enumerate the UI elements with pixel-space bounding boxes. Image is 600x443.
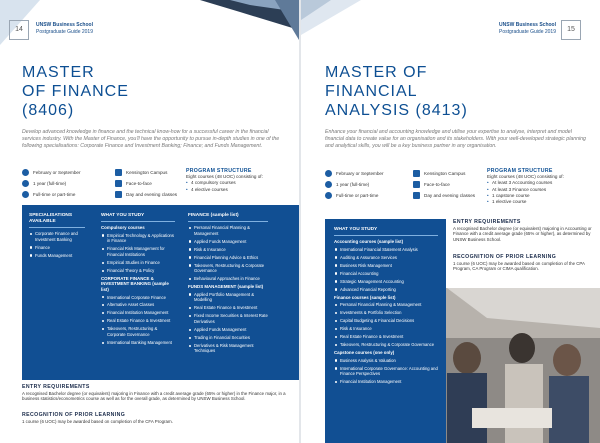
funds-heading: FUNDS MANAGEMENT (sample list): [188, 284, 264, 290]
list-item: Personal Financial Planning & Management: [188, 225, 268, 236]
meta-value: Kensington Campus: [424, 171, 466, 176]
list-item: Business Analysis & Valuation: [334, 358, 438, 364]
list-item: Financial Risk Management for Financial Institutions: [101, 246, 175, 257]
clock-icon: [22, 191, 29, 198]
list-item: Fixed Income Securities & Interest Rate Derivatives: [188, 313, 268, 324]
structure-item: • At least 3 Accounting courses: [487, 180, 592, 186]
intro-paragraph: Enhance your financial and accounting knowledge and utilise your expertise to analyse, interpret and model financial data to create value for an organisation and its stakeholders. With your well-developed strategic planning and analytical skills, you will be a key business partner in any organisation.: [325, 129, 586, 150]
page-title: [22, 63, 129, 120]
school-header: [36, 22, 93, 36]
accounting-heading: Accounting courses (sample list): [334, 239, 404, 244]
meta-value: 1 year (full-time): [336, 182, 370, 187]
list-item: Financial Institution Management: [334, 379, 438, 385]
list-item: Risk & Insurance: [334, 326, 438, 332]
intro-paragraph: Develop advanced knowledge in finance and the technical know-how for a successful career in the financial services industry. With the Master of Finance, you'll have the opportunity to pursue in-depth studies in one of the following specialisations: Corporate Finance and Investment Banking; Finance; and Funds Management.: [22, 129, 280, 150]
structure-item: • 1 elective course: [487, 199, 592, 205]
structure-item: • 4 elective courses: [186, 187, 291, 193]
specialisations-column: [29, 213, 85, 261]
list-item: Financial Accounting: [334, 271, 438, 277]
clock-icon: [325, 181, 332, 188]
list-item: Trading in Financial Securities: [188, 335, 268, 341]
meta-value: 1 year (full-time): [33, 181, 67, 186]
study-heading: WHAT YOU STUDY: [334, 227, 438, 236]
program-meta: [325, 168, 495, 201]
list-item: Business Risk Management: [334, 263, 438, 269]
school-name: UNSW Business School: [499, 22, 556, 28]
structure-lead: Eight courses (48 UOC) consisting of:: [186, 174, 263, 180]
meta-value: Kensington Campus: [126, 170, 168, 175]
list-item: Applied Funds Management: [188, 239, 268, 245]
meta-value: February or September: [336, 171, 384, 176]
page-title: [325, 63, 468, 120]
page-number: 14: [9, 20, 29, 40]
finance-heading: FINANCE (sample list): [188, 213, 268, 222]
title-line: (8406): [22, 102, 75, 119]
list-item: International Banking Management: [101, 340, 175, 346]
meta-value: Full-time or part-time: [336, 193, 379, 198]
structure-item: • 1 capstone course: [487, 193, 592, 199]
structure-heading: PROGRAM STRUCTURE: [487, 168, 553, 174]
courses-panel: [325, 219, 446, 443]
entry-heading: ENTRY REQUIREMENTS: [453, 219, 521, 225]
list-item: Finance: [29, 245, 85, 251]
clock-icon: [22, 180, 29, 187]
entry-requirements: [22, 384, 292, 402]
right-page: [301, 0, 600, 443]
list-item: International Corporate Finance: [101, 295, 175, 301]
meta-value: February or September: [33, 170, 81, 175]
list-item: Real Estate Finance & Investment: [101, 318, 175, 324]
list-item: Derivatives & Risk Management Techniques: [188, 343, 268, 354]
sun-icon: [413, 192, 420, 199]
list-item: Real Estate Finance & Investment: [188, 305, 268, 311]
list-item: Real Estate Finance & Investment: [334, 334, 438, 340]
students-photo: [427, 288, 600, 443]
list-item: International Financial Statement Analysis: [334, 247, 438, 253]
list-item: Alternative Asset Classes: [101, 302, 175, 308]
title-line: OF FINANCE: [22, 83, 129, 100]
rpl-text: 1 course (6 UOC) may be awarded based on completion of the CPA Program, CA Program or CIMA qualification.: [453, 260, 585, 272]
finance-heading: Finance courses (sample list): [334, 294, 396, 300]
list-item: Auditing & Assurance Services: [334, 255, 438, 261]
left-page: [0, 0, 299, 443]
list-item: Takeovers, Restructuring & Corporate Governance: [188, 263, 268, 274]
list-item: International Corporate Governance: Accounting and Finance Perspectives: [334, 366, 438, 377]
guide-name: Postgraduate Guide 2019: [499, 29, 556, 35]
meta-value: Day and evening classes: [424, 193, 476, 198]
rpl-heading: RECOGNITION OF PRIOR LEARNING: [453, 254, 557, 260]
page-number: 15: [561, 20, 581, 40]
list-item: Empirical Studies in Finance: [101, 260, 175, 266]
structure-item: • 4 compulsory courses: [186, 180, 291, 186]
structure-heading: PROGRAM STRUCTURE: [186, 168, 252, 174]
list-item: Applied Portfolio Management & Modelling: [188, 292, 268, 303]
cfib-heading: CORPORATE FINANCE & INVESTMENT BANKING (sample list): [101, 275, 169, 292]
list-item: Financial Institution Management: [101, 310, 175, 316]
list-item: Applied Funds Management: [188, 327, 268, 333]
list-item: Empirical Technology & Applications in Finance: [101, 233, 175, 244]
people-icon: [413, 181, 420, 188]
title-line: FINANCIAL: [325, 83, 418, 100]
list-item: Financial Theory & Policy: [101, 268, 175, 274]
study-column: [101, 213, 175, 348]
meta-value: Face-to-face: [424, 182, 450, 187]
list-item: Investments & Portfolio Selection: [334, 310, 438, 316]
entry-heading: ENTRY REQUIREMENTS: [22, 384, 90, 390]
rpl-heading: RECOGNITION OF PRIOR LEARNING: [22, 412, 126, 418]
program-structure: [487, 168, 592, 205]
prior-learning: [453, 254, 595, 272]
meta-value: Day and evening classes: [126, 192, 178, 197]
entry-text: A recognised Bachelor degree (or equivalent) majoring in Finance with a credit average grade (65% or higher) in the Finance major, in a business statistics/econometrics course as well as for the overall grade, as determined by UNSW Business School.: [22, 390, 286, 402]
clock-icon: [325, 192, 332, 199]
title-line: ANALYSIS (8413): [325, 102, 468, 119]
calendar-icon: [325, 170, 332, 177]
meta-value: Full-time or part-time: [33, 192, 76, 197]
title-line: MASTER OF: [325, 64, 428, 81]
list-item: Capital Budgeting & Financial Decisions: [334, 318, 438, 324]
courses-panel: [22, 205, 299, 380]
location-icon: [413, 170, 420, 177]
compulsory-heading: Compulsory courses: [101, 225, 145, 230]
list-item: Behavioural Approaches in Finance: [188, 276, 268, 282]
specialisations-heading: SPECIALISATIONS AVAILABLE: [29, 213, 85, 228]
finance-column: [188, 213, 268, 356]
list-item: Personal Financial Planning & Management: [334, 302, 438, 308]
entry-text: A recognised Bachelor degree (or equivalent) majoring in Accounting or Finance with a credit average grade (65% or higher), as determined by UNSW Business School.: [453, 225, 592, 242]
list-item: Risk & Insurance: [188, 247, 268, 253]
location-icon: [115, 169, 122, 176]
rpl-text: 1 course (6 UOC) may be awarded based on completion of the CFA Program.: [22, 418, 173, 424]
meta-value: Face-to-face: [126, 181, 152, 186]
sun-icon: [115, 191, 122, 198]
list-item: Financial Planning Advice & Ethics: [188, 255, 268, 261]
program-structure: [186, 168, 291, 193]
capstone-heading: Capstone courses (one only): [334, 350, 395, 355]
entry-requirements: [453, 219, 595, 242]
title-line: MASTER: [22, 64, 95, 81]
guide-name: Postgraduate Guide 2019: [36, 29, 93, 35]
study-column: [334, 227, 438, 387]
list-item: Strategic Management Accounting: [334, 279, 438, 285]
list-item: Takeovers, Restructuring & Corporate Governance: [334, 342, 438, 348]
list-item: Advanced Financial Reporting: [334, 287, 438, 293]
list-item: Takeovers, Restructuring & Corporate Governance: [101, 326, 175, 337]
list-item: Corporate Finance and Investment Banking: [29, 231, 85, 242]
structure-lead: Eight courses (48 UOC) consisting of:: [487, 174, 564, 180]
school-header: [479, 22, 556, 36]
people-icon: [115, 180, 122, 187]
study-heading: WHAT YOU STUDY: [101, 213, 175, 222]
structure-item: • At least 3 Finance courses: [487, 187, 592, 193]
list-item: Funds Management: [29, 253, 85, 259]
school-name: UNSW Business School: [36, 22, 93, 28]
prior-learning: [22, 412, 292, 424]
program-meta: [22, 167, 202, 200]
calendar-icon: [22, 169, 29, 176]
